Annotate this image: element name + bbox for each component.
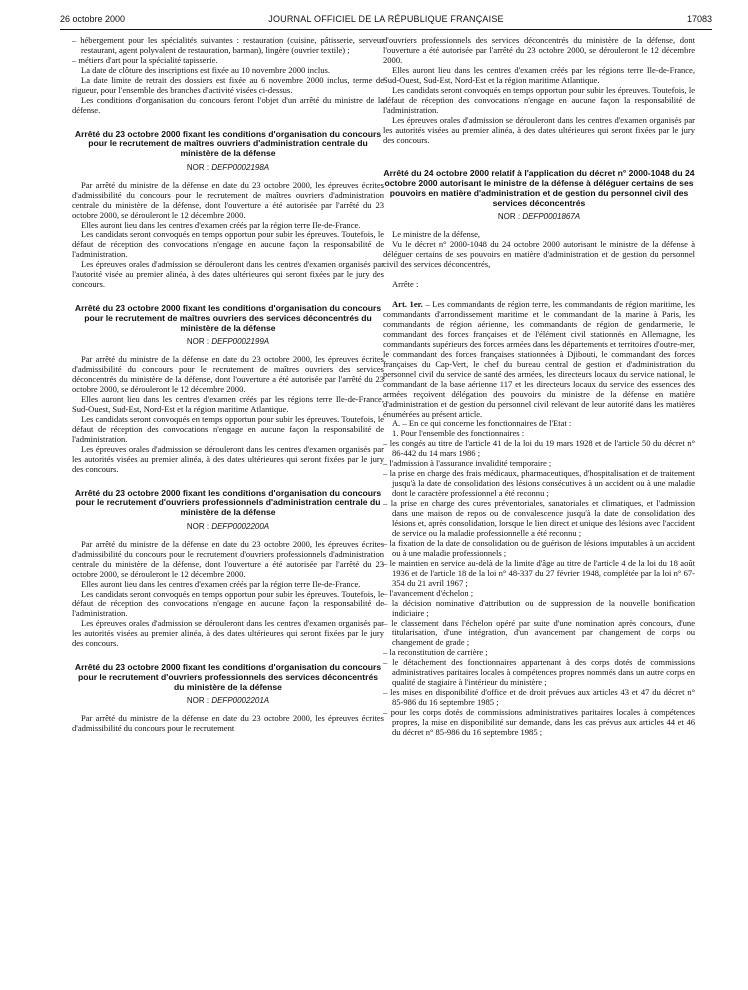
list-item: – les congés au titre de l'article 41 de la loi du 19 mars 1928 et de l'article 50 du décret n° 86-442 du 14 mars 1986 ;: [383, 438, 695, 459]
decree-title: Arrêté du 23 octobre 2000 fixant les conditions d'organisation du concours pour le recrutement d'ouvriers professionnels des services déconcentrés du ministère de la défense: [74, 662, 382, 692]
paragraph: Les épreuves orales d'admission se dérouleront dans les centres d'examen organisés par l'autorité visée au premier alinéa, à des dates ultérieures qui seront fixées par le jury des concours.: [72, 259, 384, 290]
decree-title: Arrêté du 24 octobre 2000 relatif à l'application du décret n° 2000-1048 du 24 octobre 2000 autorisant le ministre de la défense à déléguer certains de ses pouvoirs en matière d'administration et de gestion du personnel civil des services déconcentrés: [383, 168, 695, 208]
decree-section: [383, 169, 695, 737]
nor-code: DEFP0002198A: [211, 162, 270, 172]
paragraph: Elles auront lieu dans les centres d'examen créés par les régions terre Ile-de-France, Sud-Ouest, Sud-Est, Nord-Est et la région maritime Atlantique.: [72, 394, 384, 414]
nor-code: DEFP0002200A: [211, 521, 270, 531]
list-item: – la prise en charge des frais médicaux, pharmaceutiques, d'hospitalisation et de traitement jusqu'à la date de consolidation des lésions consécutives à un accident ou à une maladie dont le caractère professionnel a été reconnu ;: [383, 468, 695, 499]
list-item: – le détachement des fonctionnaires appartenant à des corps dotés de commissions administratives paritaires locales à compétences propres nommés dans un autre corps en qualité de stagiaire à l'intérieur du ministère ;: [383, 657, 695, 688]
paragraph: La date limite de retrait des dossiers est fixée au 6 novembre 2000 inclus, terme de rigueur, pour l'ensemble des branches d'activité visées ci-dessus.: [72, 74, 384, 95]
paragraph: Par arrêté du ministre de la défense en date du 23 octobre 2000, les épreuves écrites d'admissibilité du concours pour le recrutement de maîtres ouvriers d'administration centrale du ministère de la défense, dont l'ouverture a été autorisée par l'arrêté du 23 octobre 2000, se dérouleront le 12 décembre 2000.: [72, 179, 384, 220]
journal-title: JOURNAL OFFICIEL DE LA RÉPUBLIQUE FRANÇAISE: [268, 14, 504, 24]
issue-date: 26 octobre 2000: [60, 14, 126, 24]
nor-reference: NOR : DEFP0001867A: [497, 212, 581, 222]
list-item: – l'admission à l'assurance invalidité temporaire ;: [383, 458, 552, 469]
paragraph: A. – En ce qui concerne les fonctionnaires de l'Etat :: [392, 418, 572, 429]
paragraph: Vu le décret n° 2000-1048 du 24 octobre 2000 autorisant le ministre de la défense à déléguer certains de ses pouvoirs en matière d'administration et de gestion du personnel civil des services déconcentrés,: [383, 239, 695, 270]
decree-title: Arrêté du 23 octobre 2000 fixant les conditions d'organisation du concours pour le recrutement de maîtres ouvriers d'administration centrale du ministère de la défense: [74, 128, 382, 159]
paragraph: Par arrêté du ministre de la défense en date du 23 octobre 2000, les épreuves écrites d'admissibilité du concours pour le recrutement de maîtres ouvriers des services déconcentrés du ministère de la défense, dont l'ouverture a été autorisée par l'arrêté du 23 octobre 2000, se dérouleront le 12 décembre 2000.: [72, 354, 384, 395]
article-1: [383, 300, 695, 419]
paragraph: Les épreuves orales d'admission se dérouleront dans les centres d'examen organisés par les autorités visées au premier alinéa, à des dates ultérieures qui seront fixées par le jury des concours.: [72, 443, 384, 474]
decree-title: Arrêté du 23 octobre 2000 fixant les conditions d'organisation du concours pour le recrutement d'ouvriers professionnels d'administration centrale du ministère de la défense: [74, 487, 382, 518]
decree-title: Arrêté du 23 octobre 2000 fixant les conditions d'organisation du concours pour le recrutement de maîtres ouvriers des services déconcentrés du ministère de la défense: [74, 303, 382, 333]
header-rule: [60, 29, 712, 30]
paragraph: Elles auront lieu dans les centres d'examen créés par les régions terre Ile-de-France, Sud-Ouest, Sud-Est, Nord-Est et la région maritime Atlantique.: [383, 64, 695, 85]
paragraph: Les candidats seront convoqués en temps opportun pour subir les épreuves. Toutefois, le défaut de réception des convocations n'engage en aucune façon la responsabilité de l'administration.: [72, 229, 384, 260]
article-label: Art. 1er.: [392, 299, 423, 310]
paragraph: Le ministre de la défense,: [392, 229, 481, 240]
list-item: – la prise en charge des cures préventoriales, sanatoriales et climatiques, et l'admission dans une maison de repos ou de convalescence jusqu'à la date de consolidation des lésions et, après consolidation, lorsque le lien direct et unique des lésions avec l'accident de service ou la maladie professionnelle a été reconnu ;: [383, 498, 695, 538]
paragraph: Les épreuves orales d'admission se dérouleront dans les centres d'examen organisés par les autorités visées au premier alinéa, à des dates ultérieures qui seront fixées par le jury des concours.: [383, 114, 695, 145]
paragraph: Par arrêté du ministre de la défense en date du 23 octobre 2000, les épreuves écrites d'admissibilité du concours pour le recrutement: [72, 713, 384, 734]
paragraph: Les candidats seront convoqués en temps opportun pour subir les épreuves. Toutefois, le défaut de réception des convocations n'engage en aucune façon la responsabilité de l'administration.: [383, 84, 695, 115]
nor-reference: NOR : DEFP0002199A: [186, 337, 270, 347]
paragraph: Les épreuves orales d'admission se dérouleront dans les centres d'examen organisés par les autorités visées au premier alinéa, à des dates ultérieures qui seront fixées par le jury des concours.: [72, 618, 384, 649]
paragraph: Elles auront lieu dans les centres d'examen créés par la région terre Ile-de-France.: [81, 219, 361, 230]
paragraph: Les candidats seront convoqués en temps opportun pour subir les épreuves. Toutefois, le défaut de réception des convocations n'engage en aucune façon la responsabilité de l'administration.: [72, 588, 384, 619]
paragraph: 1. Pour l'ensemble des fonctionnaires :: [392, 428, 525, 439]
nor-code: DEFP0002199A: [211, 337, 270, 347]
left-column: [72, 36, 384, 734]
nor-reference: NOR : DEFP0002201A: [186, 696, 270, 706]
article-text: – Les commandants de région terre, les commandants de région maritime, les commandants d'arrondissement maritime et le commandant de la marine à Paris, les commandants de région aérienne, les commandants de région de gendarmerie, le commandant des forces françaises et de l'élément civil stationnés en Allemagne, les commandants supérieurs des forces armées dans les départements et territoires d'outre-mer, le commandant des forces françaises stationnées à Djibouti, le commandant des forces françaises du Cap-Vert, le chef du bureau central de gestion et d'administration du personnel civil du service de santé des armées, les directeurs locaux du service national, le commandant de la base aérienne 117 et les directeurs locaux du service des essences des armées reçoivent délégation des pouvoirs du ministre de la défense en matière d'administration et de gestion du personnel civil relevant de leur autorité dans les matières énumérées au présent article.: [383, 299, 695, 419]
paragraph: Les candidats seront convoqués en temps opportun pour subir les épreuves. Toutefois, le défaut de réception des convocations n'engage en aucune façon la responsabilité de l'administration.: [72, 413, 384, 444]
decree-section: [72, 130, 384, 291]
intro-item: – hébergement pour les spécialités suivantes : restauration (cuisine, pâtisserie, serveur restaurant, agent polyvalent de restauration, barman), lingère (ouvrier textile) ;: [72, 35, 384, 55]
decree-section: [72, 489, 384, 650]
paragraph: d'ouvriers professionnels des services déconcentrés du ministère de la défense, dont l'ouverture a été autorisée par l'arrêté du 23 octobre 2000, se dérouleront le 12 décembre 2000.: [383, 35, 695, 65]
list-item: – la décision nominative d'attribution ou de suppression de la nouvelle bonification indiciaire ;: [383, 597, 695, 618]
paragraph: La date de clôture des inscriptions est fixée au 10 novembre 2000 inclus.: [81, 64, 330, 75]
decree-section: [72, 304, 384, 475]
decree-section: [72, 663, 384, 734]
list-item: – les mises en disponibilité d'office et de droit prévues aux articles 43 et 47 du décret n° 85-986 du 16 septembre 1985 ;: [383, 687, 695, 708]
paragraph: Elles auront lieu dans les centres d'examen créés par la région terre Ile-de-France.: [81, 578, 361, 589]
list-item: – pour les corps dotés de commissions administratives paritaires locales à compétences propres, la mise en disponibilité sur demande, dans les cas prévus aux articles 44 et 46 du décret n° 85-986 du 16 septembre 1985 ;: [383, 707, 695, 737]
list-item: – le classement dans l'échelon opéré par suite d'une nomination après concours, d'une titularisation, d'une intégration, d'un avancement par changement de corps ou changement de grade ;: [383, 617, 695, 648]
page-number: 17083: [686, 14, 712, 24]
page-header: [60, 14, 712, 28]
right-column: [383, 36, 695, 738]
paragraph: Par arrêté du ministre de la défense en date du 23 octobre 2000, les épreuves écrites d'admissibilité du concours pour le recrutement d'ouvriers professionnels d'administration centrale du ministère de la défense, dont l'ouverture a été autorisée par l'arrêté du 23 octobre 2000, se dérouleront le 12 décembre 2000.: [72, 538, 384, 579]
paragraph: Les conditions d'organisation du concours feront l'objet d'un arrêté du ministre de la défense.: [72, 94, 384, 115]
list-item: – le maintien en service au-delà de la limite d'âge au titre de l'article 4 de la loi du 18 août 1936 et de l'article 18 de la loi n° 48-337 du 27 février 1948, complétée par la loi n° 67-354 du 21 avril 1967 ;: [383, 557, 695, 588]
nor-reference: NOR : DEFP0002198A: [186, 162, 270, 172]
list-item: – la fixation de la date de consolidation ou de guérison de lésions imputables à un accident ou à une maladie professionnels ;: [383, 537, 695, 558]
nor-code: DEFP0001867A: [522, 212, 581, 222]
nor-code: DEFP0002201A: [211, 696, 270, 706]
list-item: – la reconstitution de carrière ;: [383, 647, 488, 658]
list-item: – l'avancement d'échelon ;: [383, 587, 474, 598]
arrete-line: Arrête :: [392, 279, 419, 290]
intro-item: – métiers d'art pour la spécialité tapisserie.: [72, 54, 218, 65]
nor-reference: NOR : DEFP0002200A: [186, 521, 270, 531]
